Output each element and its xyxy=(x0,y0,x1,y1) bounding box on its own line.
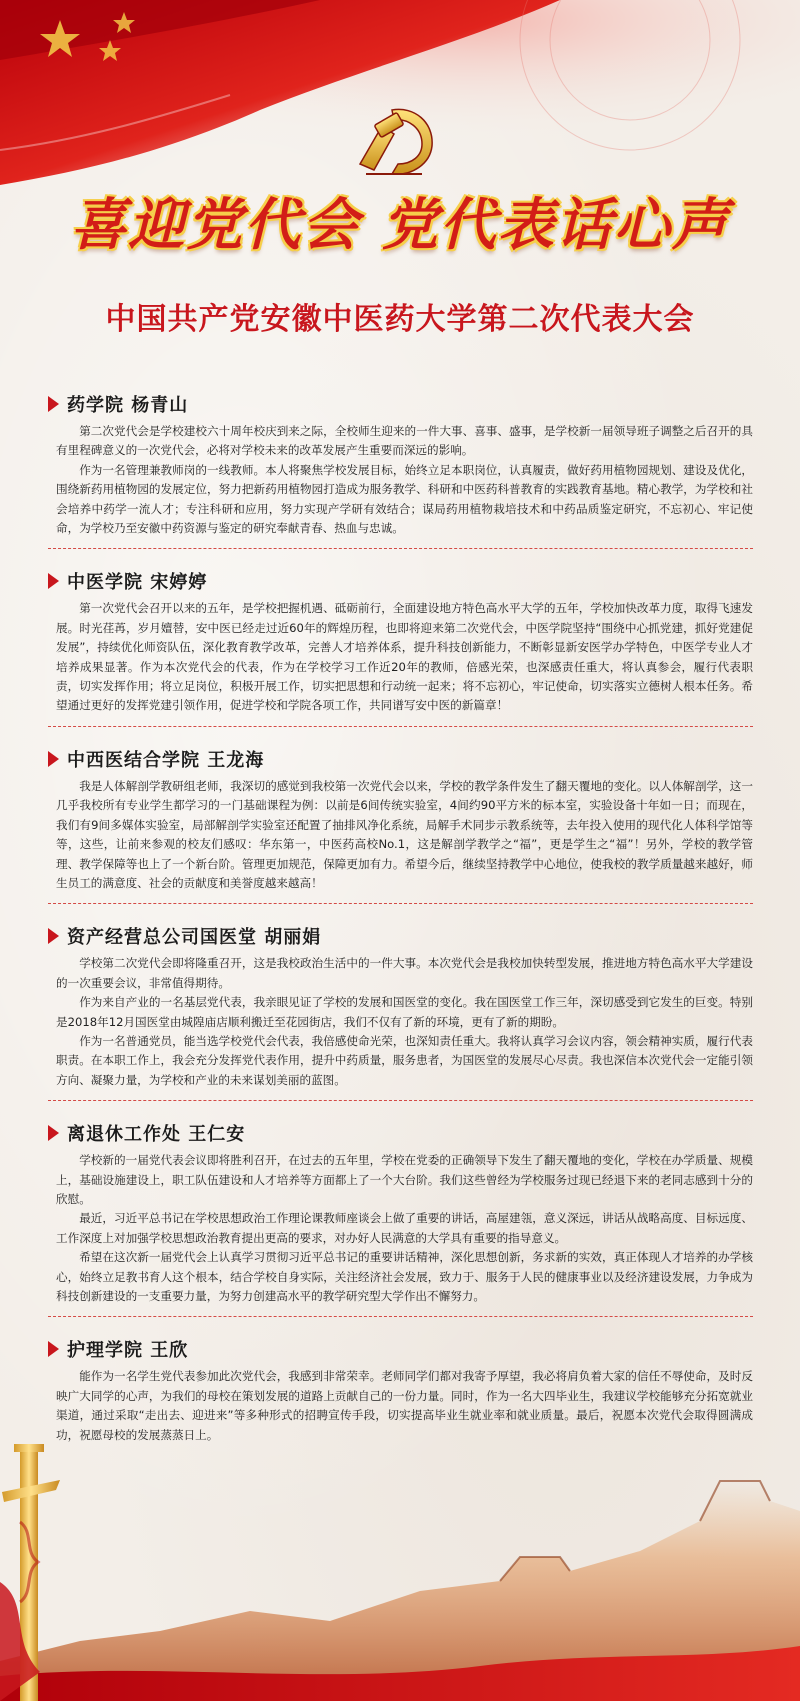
section-header xyxy=(48,563,753,599)
triangle-marker-icon xyxy=(48,751,59,767)
section-title: 药学院 杨青山 xyxy=(67,395,189,416)
great-wall-decoration xyxy=(0,1461,800,1701)
section-body xyxy=(48,1151,753,1306)
triangle-marker-icon xyxy=(48,1125,59,1141)
paragraph: 第一次党代会召开以来的五年，是学校把握机遇、砥砺前行，全面建设地方特色高水平大学的五年，学校加快改革力度，取得飞速发展。时光荏苒，岁月嬗替，安中医已经走过近60年的辉煌历程，也即将迎来第二次党代会，中医学院坚持“围绕中心抓党建，抓好党建促发展”，持续优化师资队伍，深化教育教学改革，完善人才培养体系，提升科技创新能力，不断彰显新安医学办学特色，中医学专业人才培养成果显著。作为本次党代会的代表，作为在学校学习工作近20年的教师，倍感光荣，也深感责任重大，将认真参会，履行代表职责，切实发挥作用；将立足岗位，积极开展工作，切实把思想和行动统一起来；将不忘初心，牢记使命，切实落实立德树人根本任务。希望通过更好的发挥党建引领作用，促进学校和学院各项工作，共同谱写安中医的新篇章！ xyxy=(56,601,753,713)
paragraph: 我是人体解剖学教研组老师，我深切的感觉到我校第一次党代会以来，学校的教学条件发生了翻天覆地的变化。以人体解剖学，这一几乎我校所有专业学生都学习的一门基础课程为例：以前是6间传统实验室，4间约90平方米的标本室，实验设备十年如一日；而现在，我们有9间多媒体实验室，局部解剖学实验室还配置了抽排风净化系统，局解手术同步示教系统等，去年投入使用的现代化人体科学馆等等，这些，让前来参观的校友们感叹：华东第一，中医药高校No.1，这是解剖学教学之“福”，更是学生之“福”！另外，学校的教学管理、教学保障等也上了一个新台阶。管理更加规范，保障更加有力。希望今后，继续坚持教学中心地位，使我校的教学质量越来越好，师生员工的满意度、社会的贡献度和美誉度越来越高！ xyxy=(56,778,753,890)
congress-subtitle: 中国共产党安徽中医药大学第二次代表大会 xyxy=(105,302,695,337)
party-emblem-icon xyxy=(352,100,444,180)
section-header xyxy=(48,1331,753,1367)
paragraph: 能作为一名学生党代表参加此次党代会，我感到非常荣幸。老师同学们都对我寄予厚望，我必将肩负着大家的信任不辱使命，及时反映广大同学的心声，为我们的母校在策划发展的道路上贡献自己的一份力量。同时，作为一名大四毕业生，我建议学校能够充分拓宽就业渠道，通过采取“走出去、迎进来”等多种形式的招聘宣传手段，切实提高毕业生就业率和就业质量。最后，祝愿本次党代会取得圆满成功，祝愿母校的发展蒸蒸日上。 xyxy=(56,1369,753,1442)
triangle-marker-icon xyxy=(48,1341,59,1357)
statement-section xyxy=(48,918,753,1101)
section-body xyxy=(48,1367,753,1445)
section-header xyxy=(48,741,753,777)
paragraph: 作为一名普通党员，能当选学校党代会代表，我倍感使命光荣，也深知责任重大。我将认真学习会议内容，领会精神实质，履行代表职责。在本职工作上，我会充分发挥党代表作用，提升中药质量，服务患者，为国医堂的发展尽心尽责。我也深信本次党代会一定能引领方向、凝聚力量，为学校和产业的未来谋划美丽的蓝图。 xyxy=(56,1033,753,1087)
section-body xyxy=(48,599,753,715)
statement-section xyxy=(48,1115,753,1317)
statement-section xyxy=(48,563,753,726)
dashed-divider xyxy=(48,1316,753,1317)
dashed-divider xyxy=(48,548,753,549)
section-header xyxy=(48,1115,753,1151)
statement-section xyxy=(48,386,753,549)
paragraph: 学校第二次党代会即将隆重召开，这是我校政治生活中的一件大事。本次党代会是我校加快转型发展，推进地方特色高水平大学建设的一次重要会议，非常值得期待。 xyxy=(56,956,753,990)
dashed-divider xyxy=(48,726,753,727)
section-body xyxy=(48,777,753,893)
paragraph: 作为一名管理兼教师岗的一线教师。本人将聚焦学校发展目标，始终立足本职岗位，认真履责，做好药用植物园规划、建设及优化，围绕新药用植物园的发展定位，努力把新药用植物园打造成为服务教学、科研和中医药科普教育的实践教育基地。精心教学，为学校和社会培养中药学一流人才；专注科研和应用，努力实现产学研有效结合；谋局药用植物栽培技术和中药品质鉴定研究，不忘初心、牢记使命，为学校乃至安徽中药资源与鉴定的研究奉献青春、热血与忠诚。 xyxy=(56,462,753,536)
section-title: 护理学院 王欣 xyxy=(67,1340,189,1362)
statement-section xyxy=(48,741,753,904)
paragraph: 学校新的一届党代表会议即将胜利召开，在过去的五年里，学校在党委的正确领导下发生了翻天覆地的变化，学校在办学质量、规模上，基础设施建设上，职工队伍建设和人才培养等方面都上了一个大台阶。我们这些曾经为学校服务过现已经退下来的老同志感到十分的欣慰。 xyxy=(56,1153,753,1206)
section-title: 离退休工作处 王仁安 xyxy=(67,1124,246,1146)
section-title: 资产经营总公司国医堂 胡丽娟 xyxy=(67,927,322,949)
paragraph: 第二次党代会是学校建校六十周年校庆到来之际，全校师生迎来的一件大事、喜事、盛事，是学校新一届领导班子调整之后召开的具有里程碑意义的一次党代会，必将对学校未来的改革发展产生重要而深远的影响。 xyxy=(56,424,753,458)
paragraph: 希望在这次新一届党代会上认真学习贯彻习近平总书记的重要讲话精神，深化思想创新，务求新的实效，真正体现人才培养的办学核心，始终立足教书育人这个根本，结合学校自身实际，关注经济社会发展，致力于、服务于人民的健康事业以及经济建设发展，力争成为科技创新建设的一支重要力量，为努力创建高水平的教学研究型大学作出不懈努力。 xyxy=(56,1250,753,1303)
triangle-marker-icon xyxy=(48,928,59,944)
dashed-divider xyxy=(48,903,753,904)
section-title: 中医学院 宋婷婷 xyxy=(67,572,208,594)
triangle-marker-icon xyxy=(48,573,59,589)
section-title: 中西医结合学院 王龙海 xyxy=(67,749,265,771)
paragraph: 最近，习近平总书记在学校思想政治工作理论课教师座谈会上做了重要的讲话，高屋建瓴，意义深远，讲话从战略高度、目标远度、工作深度上对加强学校思想政治教育提出更高的要求，对办好人民满意的大学具有重要的指导意义。 xyxy=(56,1211,753,1245)
slogan-title: 喜迎党代会 党代表话心声 xyxy=(70,192,730,258)
section-body xyxy=(48,422,753,538)
dashed-divider xyxy=(48,1100,753,1101)
section-header xyxy=(48,918,753,954)
paragraph: 作为来自产业的一名基层党代表，我亲眼见证了学校的发展和国医堂的变化。我在国医堂工作三年，深切感受到它发生的巨变。特别是2018年12月国医堂由城隍庙店顺利搬迁至花园街店，我们不仅有了新的环境，更有了新的期盼。 xyxy=(56,995,753,1029)
statement-section xyxy=(48,1331,753,1445)
triangle-marker-icon xyxy=(48,396,59,412)
section-header xyxy=(48,386,753,422)
section-body xyxy=(48,954,753,1090)
statements-list xyxy=(48,386,753,1445)
huabiao-pillar-icon xyxy=(0,1432,76,1701)
